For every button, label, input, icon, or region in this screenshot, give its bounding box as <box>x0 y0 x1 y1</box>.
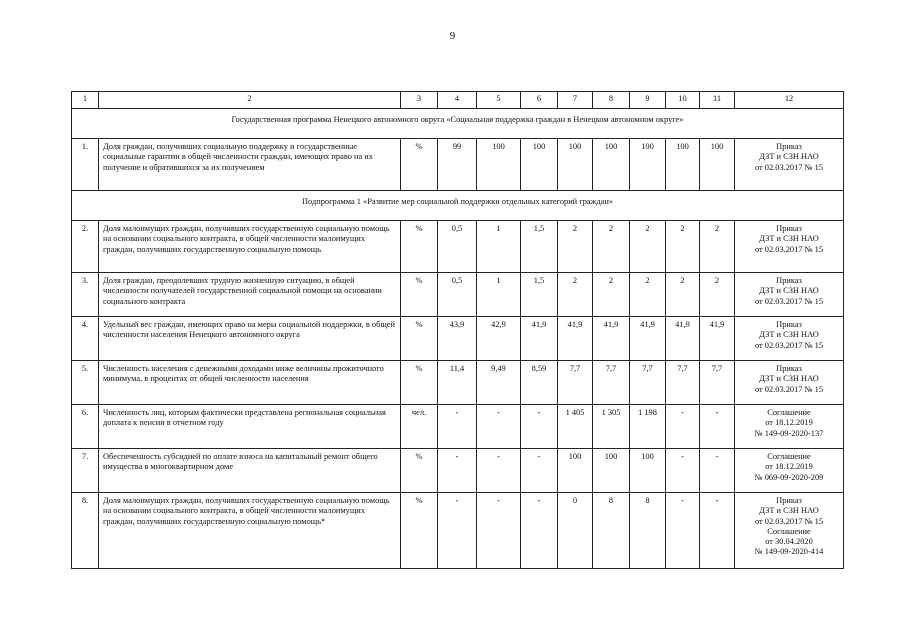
row-number: 7. <box>72 449 99 493</box>
value-cell: 7,7 <box>700 361 735 405</box>
value-cell: 7,7 <box>630 361 666 405</box>
value-cell: 2 <box>593 273 630 317</box>
source-line: ДЗТ и СЗН НАО <box>759 330 819 340</box>
unit-cell: чел. <box>401 405 438 449</box>
program-title-row <box>72 109 844 139</box>
source-line: № 149-09-2020-137 <box>754 428 824 438</box>
value-cell: 100 <box>558 449 593 493</box>
header-cell: 5 <box>477 92 521 109</box>
header-cell: 2 <box>99 92 401 109</box>
value-cell: 2 <box>593 221 630 273</box>
source-line: от 02.03.2017 № 15 <box>754 516 824 526</box>
table-row <box>72 221 844 273</box>
value-cell: 2 <box>666 273 700 317</box>
value-cell: 1 <box>477 221 521 273</box>
value-cell: - <box>666 449 700 493</box>
row-number: 2. <box>72 221 99 273</box>
value-cell: 41,9 <box>630 317 666 361</box>
indicator-description: Удельный вес граждан, имеющих право на меры социальной поддержки, в общей численности населения Ненецкого автономного округа <box>99 317 401 361</box>
value-cell: 1,5 <box>521 273 558 317</box>
value-cell: 41,9 <box>558 317 593 361</box>
indicator-description: Численность населения с денежными доходами ниже величины прожиточного минимума, в процентах от общей численности населения <box>99 361 401 405</box>
subprogram-title: Подпрограмма 1 «Развитие мер социальной поддержки отдельных категорий граждан» <box>72 191 844 221</box>
value-cell: 100 <box>630 139 666 191</box>
value-cell: 1 405 <box>558 405 593 449</box>
value-cell: - <box>521 493 558 569</box>
source-line: Соглашение <box>767 526 811 536</box>
value-cell: 100 <box>630 449 666 493</box>
source-line: Приказ <box>776 320 802 329</box>
row-number: 4. <box>72 317 99 361</box>
value-cell: 43,9 <box>438 317 477 361</box>
source-line: от 18.12.2019 <box>765 462 813 472</box>
table-row <box>72 361 844 405</box>
source-line: от 02.03.2017 № 15 <box>754 340 824 350</box>
unit-cell: % <box>401 361 438 405</box>
value-cell: 42,9 <box>477 317 521 361</box>
table-row <box>72 493 844 569</box>
source-cell <box>735 317 844 361</box>
source-line: от 02.03.2017 № 15 <box>754 384 824 394</box>
value-cell: - <box>477 449 521 493</box>
row-number: 6. <box>72 405 99 449</box>
value-cell: - <box>477 405 521 449</box>
table-row <box>72 405 844 449</box>
value-cell: 0,5 <box>438 221 477 273</box>
value-cell: 100 <box>593 139 630 191</box>
value-cell: 2 <box>558 273 593 317</box>
source-line: от 02.03.2017 № 15 <box>754 244 824 254</box>
value-cell: - <box>666 493 700 569</box>
source-cell <box>735 273 844 317</box>
row-number: 5. <box>72 361 99 405</box>
source-line: № 069-09-2020-209 <box>754 472 824 482</box>
indicator-description: Доля граждан, преодолевших трудную жизненную ситуацию, в общей численности получателей государственной социальной помощи на основании социального контракта <box>99 273 401 317</box>
header-cell: 7 <box>558 92 593 109</box>
row-number: 3. <box>72 273 99 317</box>
source-cell <box>735 361 844 405</box>
source-line: от 02.03.2017 № 15 <box>754 162 824 172</box>
unit-cell: % <box>401 449 438 493</box>
value-cell: 2 <box>700 273 735 317</box>
indicator-description: Доля малоимущих граждан, получивших государственную социальную помощь на основании социального контракта, в общей численности малоимущих граждан, получивших государственную социальную помощь <box>99 221 401 273</box>
source-line: ДЗТ и СЗН НАО <box>759 506 819 516</box>
indicator-description: Доля граждан, получивших социальную поддержку и государственные социальные гарантии в общей численности граждан, имеющих право на их получение и обратившихся за их получением <box>99 139 401 191</box>
value-cell: - <box>666 405 700 449</box>
source-line: Соглашение <box>767 452 811 461</box>
header-cell: 12 <box>735 92 844 109</box>
source-line: от 02.03.2017 № 15 <box>754 296 824 306</box>
source-cell <box>735 405 844 449</box>
header-cell: 11 <box>700 92 735 109</box>
source-line: Приказ <box>776 142 802 151</box>
header-cell: 1 <box>72 92 99 109</box>
value-cell: 100 <box>700 139 735 191</box>
value-cell: - <box>521 449 558 493</box>
header-cell: 9 <box>630 92 666 109</box>
indicator-description: Численность лиц, которым фактически представлена региональная социальная доплата к пенсии в отчетном году <box>99 405 401 449</box>
value-cell: 2 <box>666 221 700 273</box>
source-line: ДЗТ и СЗН НАО <box>759 374 819 384</box>
source-line: ДЗТ и СЗН НАО <box>759 286 819 296</box>
source-line: от 18.12.2019 <box>765 418 813 428</box>
source-cell <box>735 493 844 569</box>
unit-cell: % <box>401 221 438 273</box>
row-number: 1. <box>72 139 99 191</box>
unit-cell: % <box>401 493 438 569</box>
value-cell: 41,9 <box>521 317 558 361</box>
table-row <box>72 273 844 317</box>
header-cell: 6 <box>521 92 558 109</box>
value-cell: 7,7 <box>593 361 630 405</box>
value-cell: 1 305 <box>593 405 630 449</box>
source-line: Приказ <box>776 364 802 373</box>
value-cell: - <box>700 493 735 569</box>
source-line: ДЗТ и СЗН НАО <box>759 152 819 162</box>
page-number: 9 <box>449 30 456 42</box>
value-cell: 8 <box>593 493 630 569</box>
value-cell: 100 <box>593 449 630 493</box>
value-cell: - <box>438 405 477 449</box>
value-cell: 9,49 <box>477 361 521 405</box>
value-cell: 100 <box>558 139 593 191</box>
header-cell: 8 <box>593 92 630 109</box>
source-line: Приказ <box>776 224 802 233</box>
value-cell: 0,5 <box>438 273 477 317</box>
source-line: № 149-09-2020-414 <box>754 547 824 557</box>
table-row <box>72 139 844 191</box>
program-title: Государственная программа Ненецкого автономного округа «Социальная поддержка граждан в Ненецком автономном округе» <box>72 109 844 139</box>
indicator-description: Доля малоимущих граждан, получивших государственную социальную помощь на основании социального контракта, в общей численности малоимущих граждан, получивших государственную социальную помощь* <box>99 493 401 569</box>
value-cell: - <box>477 493 521 569</box>
value-cell: 100 <box>666 139 700 191</box>
value-cell: 100 <box>521 139 558 191</box>
source-line: от 30.04.2020 <box>765 537 813 546</box>
value-cell: - <box>438 493 477 569</box>
header-cell: 3 <box>401 92 438 109</box>
source-line: Приказ <box>776 276 802 285</box>
value-cell: 11,4 <box>438 361 477 405</box>
row-number: 8. <box>72 493 99 569</box>
table-row <box>72 317 844 361</box>
source-line: Соглашение <box>767 408 811 417</box>
value-cell: 2 <box>630 221 666 273</box>
table-header-row <box>72 92 844 109</box>
value-cell: 8 <box>630 493 666 569</box>
indicators-table <box>71 91 844 569</box>
source-cell <box>735 139 844 191</box>
indicator-description: Обеспеченность субсидией по оплате взноса на капитальный ремонт общего имущества в многоквартирном доме <box>99 449 401 493</box>
value-cell: 2 <box>700 221 735 273</box>
subprogram-title-row <box>72 191 844 221</box>
value-cell: - <box>521 405 558 449</box>
value-cell: 41,9 <box>666 317 700 361</box>
value-cell: 1 198 <box>630 405 666 449</box>
value-cell: - <box>700 405 735 449</box>
source-cell <box>735 449 844 493</box>
value-cell: 2 <box>558 221 593 273</box>
value-cell: 99 <box>438 139 477 191</box>
source-cell <box>735 221 844 273</box>
unit-cell: % <box>401 273 438 317</box>
table-row <box>72 449 844 493</box>
header-cell: 4 <box>438 92 477 109</box>
value-cell: - <box>700 449 735 493</box>
value-cell: 7,7 <box>666 361 700 405</box>
value-cell: 41,9 <box>700 317 735 361</box>
header-cell: 10 <box>666 92 700 109</box>
value-cell: 8,59 <box>521 361 558 405</box>
source-line: Приказ <box>776 496 802 505</box>
value-cell: 0 <box>558 493 593 569</box>
value-cell: 7,7 <box>558 361 593 405</box>
value-cell: 100 <box>477 139 521 191</box>
source-line: ДЗТ и СЗН НАО <box>759 234 819 244</box>
value-cell: 1,5 <box>521 221 558 273</box>
unit-cell: % <box>401 317 438 361</box>
value-cell: 1 <box>477 273 521 317</box>
value-cell: - <box>438 449 477 493</box>
value-cell: 41,9 <box>593 317 630 361</box>
value-cell: 2 <box>630 273 666 317</box>
unit-cell: % <box>401 139 438 191</box>
